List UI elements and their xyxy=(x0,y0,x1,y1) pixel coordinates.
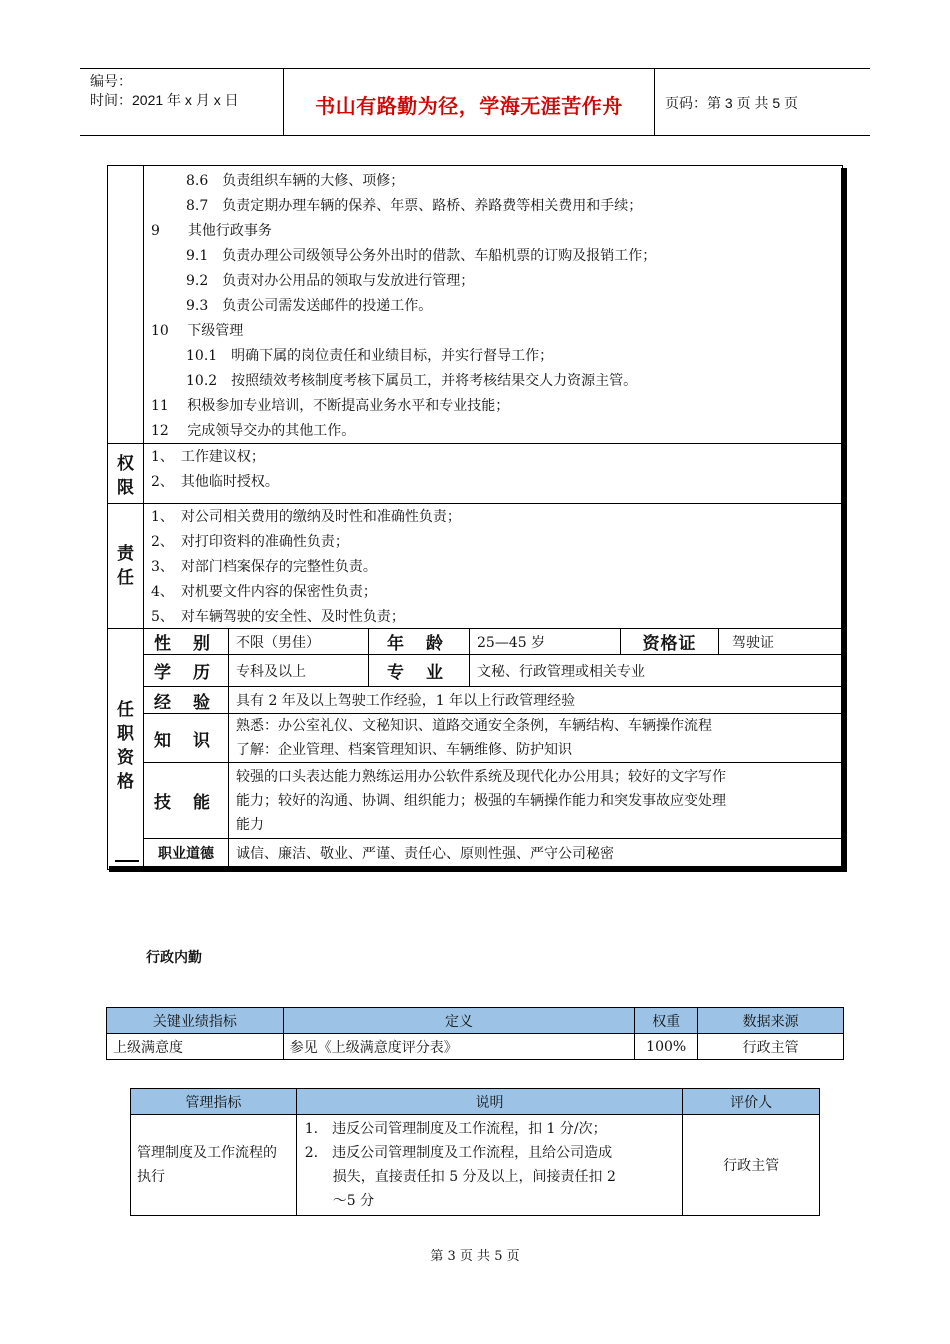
duty-item: 10.2 按照绩效考核制度考核下属员工，并将考核结果交人力资源主管。 xyxy=(186,373,638,389)
gender-label: 性 别 xyxy=(154,634,218,654)
kpi-table xyxy=(106,1007,844,1060)
duty-item: 9 其他行政事务 xyxy=(151,223,272,239)
skills-label: 技 能 xyxy=(154,793,218,813)
management-table xyxy=(130,1088,820,1216)
header-page-number: 页码：第 3 页 共 5 页 xyxy=(665,95,799,111)
mgmt-table-header xyxy=(131,1089,820,1115)
responsibility-item: 3、 对部门档案保存的完整性负责。 xyxy=(151,559,377,575)
kpi-header-cell: 权重 xyxy=(635,1008,698,1034)
row-divider-responsibility xyxy=(107,503,841,504)
knowledge-value: 了解：企业管理、档案管理知识、车辆维修、防护知识 xyxy=(236,742,572,758)
kpi-header-cell: 数据来源 xyxy=(698,1008,844,1034)
skills-value: 较强的口头表达能力熟练运用办公软件系统及现代化办公用具；较好的文字写作 xyxy=(236,769,726,785)
mgmt-header-cell: 评价人 xyxy=(683,1089,820,1115)
duty-item: 10.1 明确下属的岗位责任和业绩目标，并实行督导工作； xyxy=(186,348,554,364)
qualification-label: 任 职 资 格 xyxy=(117,700,134,792)
cert-label: 资格证 xyxy=(642,634,697,654)
mgmt-header-cell: 说明 xyxy=(296,1089,682,1115)
duty-item: 9.3 负责公司需发送邮件的投递工作。 xyxy=(186,298,433,314)
duty-item: 12 完成领导交办的其他工作。 xyxy=(151,423,356,439)
duty-item: 9.2 负责对办公用品的领取与发放进行管理； xyxy=(186,273,475,289)
knowledge-value: 熟悉：办公室礼仪、文秘知识、道路交通安全条例，车辆结构、车辆操作流程 xyxy=(236,718,712,734)
duty-item: 8.7 负责定期办理车辆的保养、年票、路桥、养路费等相关费用和手续； xyxy=(186,198,643,214)
age-label: 年 龄 xyxy=(387,634,451,654)
experience-value: 具有 2 年及以上驾驶工作经验，1 年以上行政管理经验 xyxy=(236,693,576,709)
header-divider-2 xyxy=(654,68,655,136)
table-row xyxy=(107,1034,844,1060)
major-label: 专 业 xyxy=(387,663,451,683)
ethics-value: 诚信、廉洁、敬业、严谨、责任心、原则性强、严守公司秘密 xyxy=(236,846,614,862)
experience-label: 经 验 xyxy=(154,692,218,713)
header-motto: 书山有路勤为径，学海无涯苦作舟 xyxy=(315,94,623,118)
major-value: 文秘、行政管理或相关专业 xyxy=(477,663,645,680)
qual-grid-line xyxy=(228,628,229,868)
gender-value: 不限（男佳） xyxy=(236,634,320,651)
doc-code: 编号： xyxy=(90,73,132,89)
duty-item: 8.6 负责组织车辆的大修、项修； xyxy=(186,173,405,189)
responsibility-item: 1、 对公司相关费用的缴纳及时性和准确性负责； xyxy=(151,509,461,525)
skills-value: 能力 xyxy=(236,817,264,833)
qual-grid-line xyxy=(718,628,719,654)
mgmt-description: 1. 违反公司管理制度及工作流程，扣 1 分/次； 2. 违反公司管理制度及工作流程，且给公司造成 损失，直接责任扣 5 分及以上，间接责任扣 2 ～5 分 xyxy=(296,1115,682,1216)
cert-value: 驾驶证 xyxy=(732,634,774,651)
kpi-cell: 行政主管 xyxy=(698,1034,844,1060)
header-bottom-rule xyxy=(80,135,870,136)
authority-item: 1、 工作建议权； xyxy=(151,449,265,465)
authority-item: 2、 其他临时授权。 xyxy=(151,474,279,490)
kpi-cell: 100% xyxy=(635,1034,698,1060)
mgmt-header-cell: 管理指标 xyxy=(131,1089,297,1115)
responsibility-item: 2、 对打印资料的准确性负责； xyxy=(151,534,349,550)
qual-grid-line xyxy=(143,762,841,763)
kpi-header-cell: 定义 xyxy=(283,1008,634,1034)
education-label: 学 历 xyxy=(154,663,218,683)
mgmt-evaluator: 行政主管 xyxy=(683,1115,820,1216)
table-row xyxy=(131,1115,820,1216)
ethics-label: 职业道德 xyxy=(158,846,214,862)
qualification-underline xyxy=(115,860,139,862)
kpi-table-header xyxy=(107,1008,844,1034)
education-value: 专科及以上 xyxy=(236,663,306,680)
kpi-cell: 参见《上级满意度评分表》 xyxy=(283,1034,634,1060)
duty-item: 9.1 负责办理公司级领导公务外出时的借款、车船机票的订购及报销工作； xyxy=(186,248,657,264)
doc-time: 时间：2021 年 x 月 x 日 xyxy=(90,92,239,108)
duty-item: 11 积极参加专业培训，不断提高业务水平和专业技能； xyxy=(151,398,510,414)
responsibility-item: 4、 对机要文件内容的保密性负责； xyxy=(151,584,377,600)
age-value: 25—45 岁 xyxy=(477,634,546,651)
responsibility-item: 5、 对车辆驾驶的安全性、及时性负责； xyxy=(151,609,405,625)
header-meta xyxy=(90,72,239,110)
kpi-header-cell: 关键业绩指标 xyxy=(107,1008,284,1034)
qual-grid-line xyxy=(469,628,470,686)
header-top-rule xyxy=(80,68,870,69)
responsibility-label: 责 任 xyxy=(117,544,134,588)
mgmt-indicator: 管理制度及工作流程的执行 xyxy=(131,1115,297,1216)
authority-label: 权 限 xyxy=(117,454,134,498)
section-title: 行政内勤 xyxy=(146,949,202,965)
page-footer: 第 3 页 共 5 页 xyxy=(430,1249,520,1264)
kpi-cell: 上级满意度 xyxy=(107,1034,284,1060)
skills-value: 能力；较好的沟通、协调、组织能力；极强的车辆操作能力和突发事故应变处理 xyxy=(236,793,726,809)
knowledge-label: 知 识 xyxy=(154,730,218,751)
duty-item: 10 下级管理 xyxy=(151,323,244,339)
